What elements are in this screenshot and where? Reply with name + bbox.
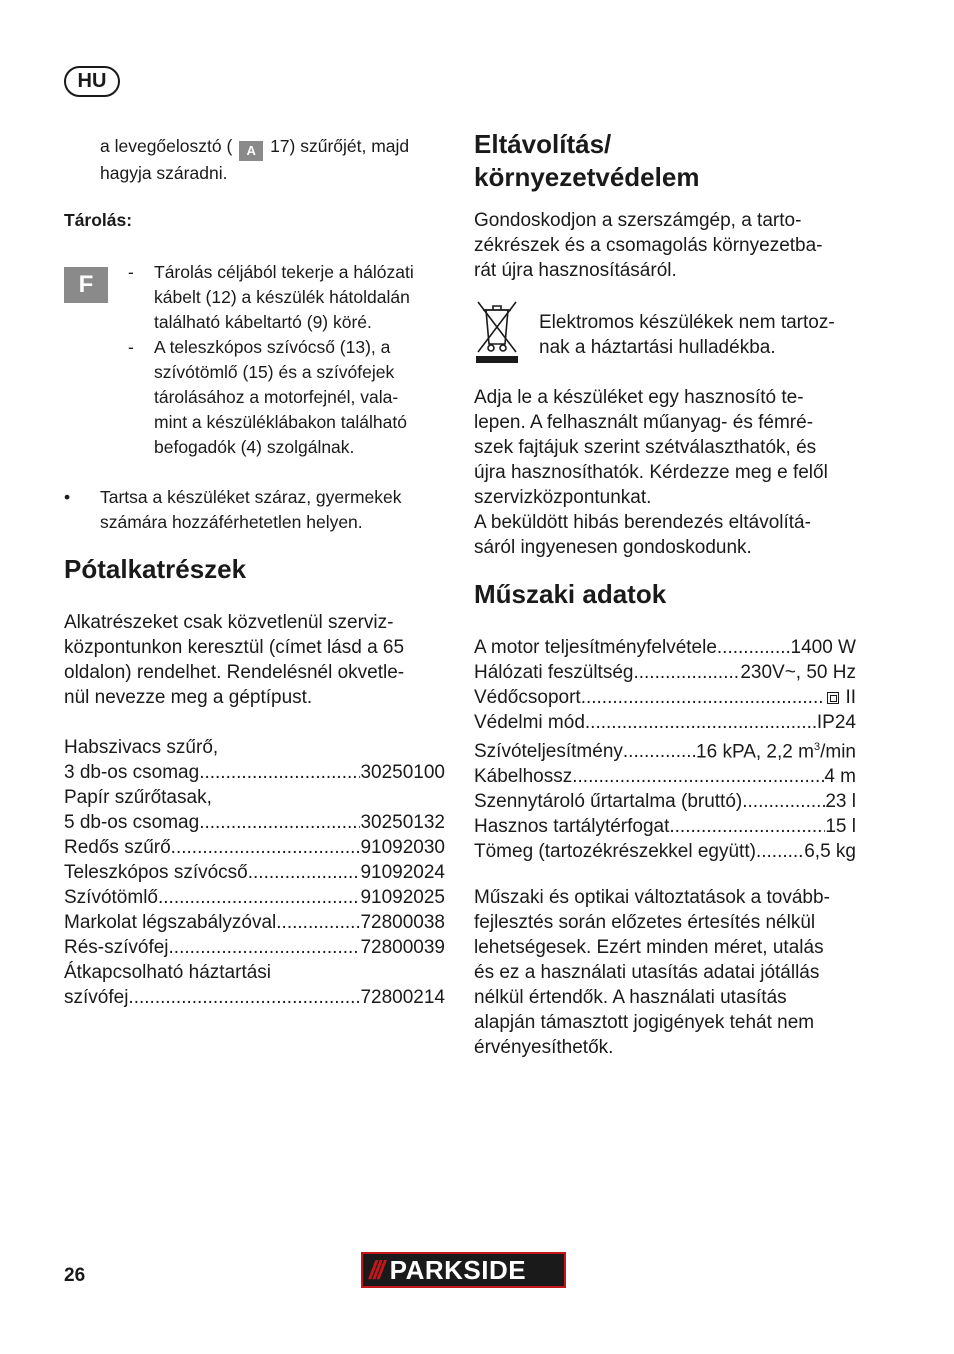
text-line: tárolásához a motorfejnél, vala- xyxy=(154,387,399,407)
parts-row xyxy=(64,910,445,935)
spec-row xyxy=(474,789,856,814)
text-line: A teleszkópos szívócső (13), a xyxy=(154,337,391,357)
text-line: Adja le a készüléket egy hasznosító te- xyxy=(474,387,804,408)
logo-slashes: /// xyxy=(369,1254,382,1285)
text-line: zékrészek és a csomagolás környezetba- xyxy=(474,235,823,256)
disposal-paragraph-2 xyxy=(474,385,874,560)
text-line: Gondoskodjon a szerszámgép, a tarto- xyxy=(474,210,802,231)
part-code: 91092024 xyxy=(360,862,445,883)
text-line: Tárolás céljából tekerje a hálózati xyxy=(154,262,414,282)
spec-sup: 3 xyxy=(813,741,821,753)
spec-label: Hasznos tartálytérfogat xyxy=(474,816,670,838)
heading-line: Eltávolítás/ xyxy=(474,129,612,159)
text-line: központunkon keresztül (címet lásd a 65 xyxy=(64,637,405,658)
spec-value: 23 l xyxy=(825,791,856,813)
crossed-out-wheelie-bin-icon xyxy=(474,298,520,369)
parts-row xyxy=(64,810,445,835)
dash-marker: - xyxy=(128,262,134,282)
part-name: 5 db-os csomag xyxy=(64,812,200,833)
spec-label: Kábelhossz xyxy=(474,766,573,788)
text-line: A beküldött hibás berendezés eltávolítá- xyxy=(474,512,811,533)
text-line: nélkül értendők. A használati utasítás xyxy=(474,987,787,1008)
tech-heading: Műszaki adatok xyxy=(474,579,667,609)
spec-label: Védelmi mód xyxy=(474,712,585,733)
disposal-heading xyxy=(474,128,699,194)
parkside-logo xyxy=(361,1252,566,1288)
spec-value: 6,5 kg xyxy=(804,841,856,863)
storage-heading: Tárolás: xyxy=(64,210,133,230)
part-code: 91092030 xyxy=(360,837,445,858)
parts-row xyxy=(64,985,445,1010)
parts-pre: Papír szűrőtasak, xyxy=(64,787,212,808)
spec-row xyxy=(474,635,856,660)
parts-row xyxy=(64,885,445,910)
text-line: számára hozzáférhetetlen helyen. xyxy=(100,512,363,532)
spec-value: II xyxy=(845,687,856,708)
intro-text xyxy=(100,134,445,186)
part-code: 30250132 xyxy=(360,812,445,833)
text-line: sáról ingyenesen gondoskodunk. xyxy=(474,537,752,558)
text-line: oldalon) rendelhet. Rendelésnél okvetle- xyxy=(64,662,405,683)
heading-line: környezetvédelem xyxy=(474,162,700,192)
text-line: Elektromos készülékek nem tartoz- xyxy=(539,312,835,333)
part-code: 72800038 xyxy=(360,912,445,933)
spec-label: Szennytároló űrtartalma (bruttó) xyxy=(474,791,743,813)
logo-text: PARKSIDE xyxy=(389,1254,527,1285)
text-line: található kábeltartó (9) köré. xyxy=(154,312,372,332)
part-name: Redős szűrő xyxy=(64,837,171,858)
parts-row xyxy=(64,860,445,885)
spec-value: 4 m xyxy=(824,766,856,788)
spec-row xyxy=(474,764,856,789)
part-name: Markolat légszabályzóval xyxy=(64,912,277,933)
part-code: 72800039 xyxy=(360,937,445,958)
spec-row xyxy=(474,814,856,839)
text-line: szek fajtájuk szerint szétválaszthatók, és xyxy=(474,437,817,458)
text-line: Tartsa a készüléket száraz, gyermekek xyxy=(100,487,402,507)
text-line: alapján támasztott jogigények tehát nem xyxy=(474,1012,815,1033)
parts-pre: Átkapcsolható háztartási xyxy=(64,962,272,983)
list-item xyxy=(128,335,448,460)
storage-list xyxy=(128,260,448,460)
intro-pre: a levegőelosztó ( xyxy=(100,136,233,156)
tech-specs xyxy=(474,635,856,864)
text-line: szívótömlő (15) és a szívófejek xyxy=(154,362,395,382)
spec-value: 1400 W xyxy=(790,637,856,658)
spec-value: 230V~, 50 Hz xyxy=(740,662,856,683)
spec-row xyxy=(474,660,856,685)
language-badge: HU xyxy=(64,66,120,97)
parts-intro xyxy=(64,610,454,710)
f-marker-icon: F xyxy=(64,267,108,303)
ref-a-icon: A xyxy=(239,141,263,161)
text-line: rát újra hasznosításáról. xyxy=(474,260,677,281)
closing-paragraph xyxy=(474,885,874,1060)
part-name: Rés-szívófej xyxy=(64,937,169,958)
text-line: befogadók (4) szolgálnak. xyxy=(154,437,355,457)
dash-marker: - xyxy=(128,337,134,357)
part-name: Teleszkópos szívócső xyxy=(64,862,248,883)
bullet-list xyxy=(64,485,450,535)
spec-label: Hálózati feszültség xyxy=(474,662,634,683)
text-line: és ez a használati utasítás adatai jótállás xyxy=(474,962,820,983)
text-line: kábelt (12) a készülék hátoldalán xyxy=(154,287,410,307)
part-code: 91092025 xyxy=(360,887,445,908)
parts-row xyxy=(64,760,445,785)
intro-line2: hagyja száradni. xyxy=(100,163,228,183)
text-line: Műszaki és optikai változtatások a tovább- xyxy=(474,887,830,908)
bullet-marker: • xyxy=(64,487,71,507)
text-line: mint a készüléklábakon található xyxy=(154,412,407,432)
page-number: 26 xyxy=(64,1265,86,1286)
part-name: 3 db-os csomag xyxy=(64,762,200,783)
spec-label: Szívóteljesítmény xyxy=(474,741,623,763)
parts-row xyxy=(64,835,445,860)
spec-label: Tömeg (tartozékrészekkel együtt) xyxy=(474,841,756,863)
spec-value: 16 kPA, 2,2 m xyxy=(696,741,814,763)
parts-row xyxy=(64,935,445,960)
spec-value: IP24 xyxy=(816,712,856,733)
text-line: nül nevezze meg a géptípust. xyxy=(64,687,313,708)
list-item xyxy=(128,260,448,335)
text-line: újra hasznosíthatók. Kérdezze meg e felől xyxy=(474,462,828,483)
text-line: szervizközpontunkat. xyxy=(474,487,652,508)
part-name: Szívótömlő xyxy=(64,887,158,908)
text-line: lepen. A felhasznált műanyag- és fémré- xyxy=(474,412,814,433)
text-line: érvényesíthetők. xyxy=(474,1037,614,1058)
text-line: lehetségesek. Ezért minden méret, utalás xyxy=(474,937,824,958)
part-code: 30250100 xyxy=(360,762,445,783)
parts-pre: Habszivacs szűrő, xyxy=(64,737,219,758)
spec-row xyxy=(474,735,856,764)
spec-suffix: /min xyxy=(820,741,856,763)
part-name: szívófej xyxy=(64,987,129,1008)
part-code: 72800214 xyxy=(360,987,445,1008)
list-item xyxy=(64,485,450,535)
spec-label: Védőcsoport xyxy=(474,687,581,708)
text-line: fejlesztés során előzetes értesítés nélkül xyxy=(474,912,816,933)
parts-heading: Pótalkatrészek xyxy=(64,554,247,584)
parts-list xyxy=(64,735,445,1010)
spec-label: A motor teljesítményfelvétele xyxy=(474,637,717,658)
spec-row xyxy=(474,685,856,710)
spec-row xyxy=(474,839,856,864)
disposal-paragraph xyxy=(474,208,874,283)
text-line: nak a háztartási hulladékba. xyxy=(539,337,776,358)
double-insulation-icon xyxy=(827,692,839,704)
intro-post: 17) szűrőjét, majd xyxy=(270,136,410,156)
text-line: Alkatrészeket csak közvetlenül szerviz- xyxy=(64,612,394,633)
spec-row xyxy=(474,710,856,735)
spec-value: 15 l xyxy=(825,816,856,838)
weee-text xyxy=(539,310,869,360)
